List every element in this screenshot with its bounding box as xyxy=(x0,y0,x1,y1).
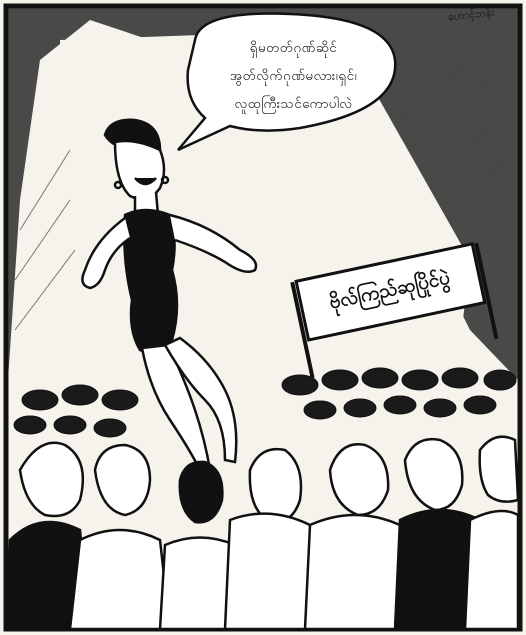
crowd-foreground xyxy=(8,437,518,629)
artist-signature: ဟောင့်ဘန်း xyxy=(447,5,495,24)
crowd-man-left xyxy=(20,443,83,516)
speech-line-2: အွတ်လိုက်ဂုဏ်မလား၊ရှင်၊ xyxy=(229,68,358,84)
banner-text: ဗိုလ်ကြည်ဆုပြိုင်ပွဲ xyxy=(327,266,452,314)
speech-line-3: လူထုကြီးသင်ကောပါလဲ xyxy=(234,96,353,112)
crowd-man-cap xyxy=(95,445,150,515)
speech-bubble-text xyxy=(196,34,391,118)
speech-line-1: ရှိမတတ်ဂုဏ်ဆိုင် xyxy=(249,40,338,56)
